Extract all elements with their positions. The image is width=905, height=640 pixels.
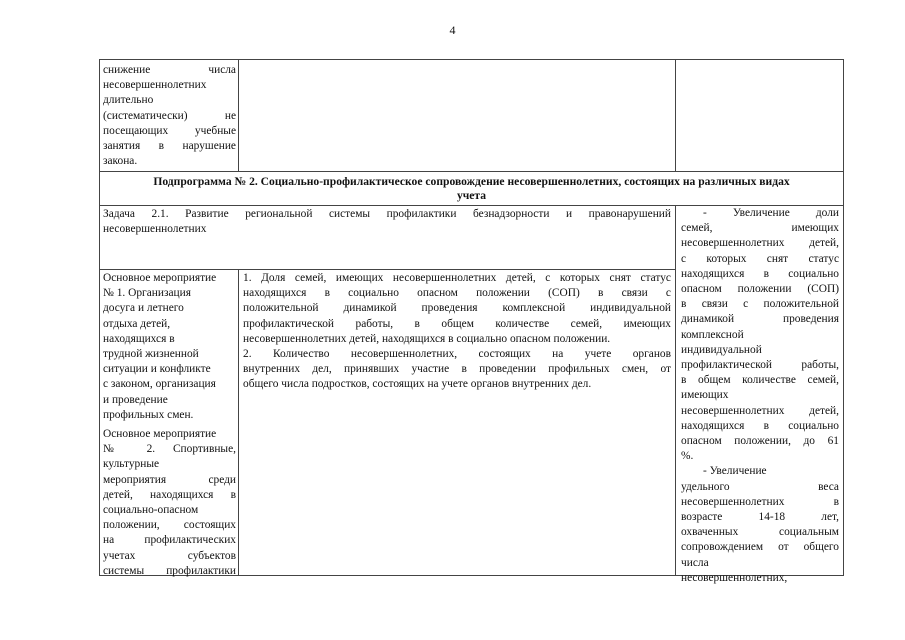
text-line: социально-опасном: [103, 504, 199, 517]
text-line: опасном положении (СОП): [681, 283, 839, 296]
text-line: профильных смен.: [103, 408, 194, 421]
text-line: Основное мероприятие: [103, 428, 217, 440]
heading-line: учета: [456, 189, 487, 202]
text-line: в общем количестве семей,: [681, 374, 839, 387]
heading-line: Подпрограмма № 2. Социально-профилактическое сопровождение несовершеннолетних, состоящих на различных видах: [153, 175, 790, 188]
text-line: числа: [681, 556, 709, 569]
text-line: снижение числа: [103, 64, 236, 76]
text-line: отдыха детей,: [103, 317, 171, 330]
text-line: посещающих учебные: [103, 124, 236, 137]
text-line: семей, имеющих: [681, 222, 839, 235]
results-text: [681, 206, 839, 586]
text-line: профилактической работы, в общем количестве семей, имеющих: [243, 317, 671, 330]
text-line: досуга и летнего: [103, 302, 184, 315]
text-line: Основное мероприятие: [103, 272, 217, 284]
text-line: динамикой проведения: [681, 313, 839, 326]
text-line: опасном положении, до 61: [681, 435, 839, 448]
text-line: сопровождением от общего: [681, 541, 839, 554]
text-line: учетах субъектов: [103, 549, 236, 562]
text-line: возрасте 14-18 лет,: [681, 511, 839, 524]
divider-v2-top: [675, 60, 676, 171]
divider-v1-top: [238, 60, 239, 171]
text-line: несовершеннолетних детей,: [681, 404, 839, 417]
page-number: 4: [449, 23, 456, 37]
text-line: находящихся в социально опасном положении (СОП) в связи с: [243, 287, 671, 300]
text-line: 1. Доля семей, имеющих несовершеннолетних детей, с которых снят статус: [243, 272, 671, 284]
text-line: с которых снят статус: [681, 252, 839, 265]
text-line: Задача 2.1. Развитие региональной системы профилактики безнадзорности и правонарушений: [103, 208, 671, 220]
row1-goal-text: [103, 63, 236, 169]
text-line: и проведение: [103, 393, 168, 406]
text-line: (систематически) не: [103, 109, 236, 122]
text-line: № 2. Спортивные,: [103, 443, 236, 456]
text-line: несовершеннолетних детей,: [681, 237, 839, 250]
text-line: находящихся в: [103, 332, 175, 345]
text-line: № 1. Организация: [103, 287, 191, 300]
text-line: общего числа подростков, состоящих на учете органов внутренних дел.: [243, 378, 592, 391]
text-line: занятия в нарушение: [103, 140, 236, 153]
text-line: трудной жизненной: [103, 348, 199, 361]
text-line: - Увеличение: [703, 465, 767, 478]
text-line: внутренних дел, принявших участие в проведении профильных смен, от: [243, 363, 671, 376]
text-line: находящихся в социально: [681, 419, 839, 432]
text-line: несовершеннолетних в: [681, 495, 839, 508]
text-line: положительной динамикой проведения комплексной индивидуальной: [243, 302, 671, 315]
text-line: профилактической работы,: [681, 359, 839, 372]
text-line: несовершеннолетних: [103, 223, 207, 236]
text-line: несовершеннолетних детей, находящихся в социально опасном положении.: [243, 332, 611, 345]
text-line: индивидуальной: [681, 343, 762, 356]
divider-h3: [100, 269, 675, 270]
text-line: системы профилактики: [103, 564, 236, 577]
task-text: [103, 207, 671, 237]
text-line: положении, состоящих: [103, 519, 236, 532]
activity-1-text: [103, 271, 236, 423]
text-line: имеющих: [681, 389, 729, 402]
text-line: на профилактических: [103, 534, 236, 547]
text-line: культурные: [103, 458, 160, 471]
text-line: в связи с положительной: [681, 298, 839, 311]
text-line: мероприятия среди: [103, 473, 236, 486]
text-line: закона.: [103, 155, 138, 168]
text-line: с законом, организация: [103, 378, 216, 391]
indicators-text: [243, 271, 671, 393]
program-table: [99, 59, 844, 584]
subprogram-heading: [100, 175, 843, 203]
divider-v2-task: [675, 205, 676, 575]
divider-h1: [100, 171, 843, 172]
text-line: несовершеннолетних: [103, 79, 207, 92]
text-line: длительно: [103, 94, 154, 107]
text-line: несовершеннолетних,: [681, 571, 788, 584]
text-line: охваченных социальным: [681, 526, 839, 539]
divider-v1-bottom: [238, 269, 239, 575]
text-line: детей, находящихся в: [103, 488, 236, 501]
text-line: комплексной: [681, 328, 744, 341]
text-line: ситуации и конфликте: [103, 363, 211, 376]
text-line: %.: [681, 450, 694, 463]
text-line: - Увеличение доли: [703, 207, 839, 219]
text-line: удельного веса: [681, 480, 839, 493]
text-line: 2. Количество несовершеннолетних, состоящих на учете органов: [243, 348, 671, 361]
text-line: находящихся в социально: [681, 267, 839, 280]
activity-2-text: [103, 427, 236, 579]
